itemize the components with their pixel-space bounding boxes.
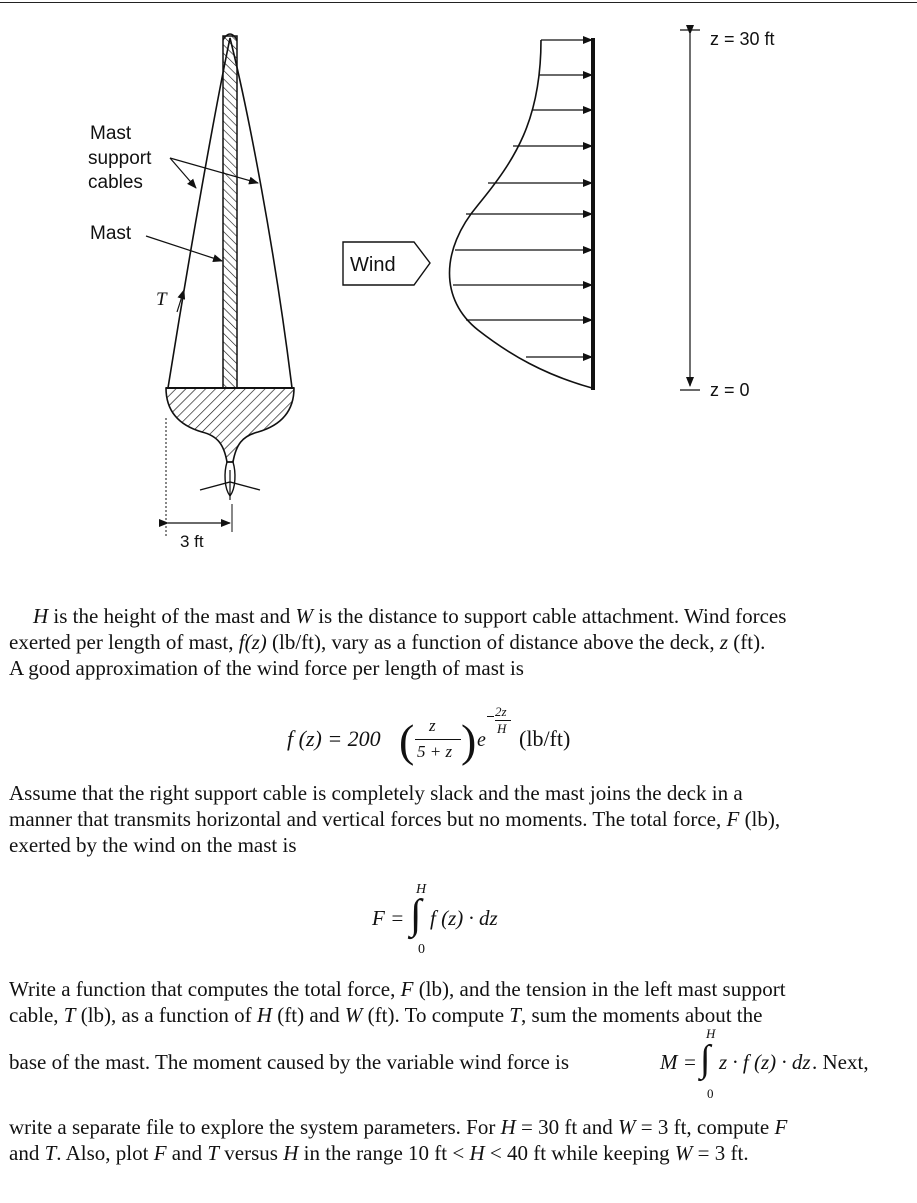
label-3ft: 3 ft	[180, 532, 204, 551]
label-wind: Wind	[350, 254, 396, 276]
equation-total-force: F = H ∫ 0 f (z) · dz	[372, 882, 498, 957]
paragraph-function: Write a function that computes the total force, F (lb), and the tension in the left mast support cable, T (lb), as a function of H (ft) and W (ft). To compute T, sum the moments about the	[9, 977, 786, 1027]
hull	[166, 388, 294, 462]
paragraph-assume: Assume that the right support cable is completely slack and the mast joins the deck in a manner that transmits horizontal and vertical forces but no moments. The total force, F (lb), exerted by the wind on the mast is	[9, 781, 781, 857]
label-z-bottom: z = 0	[710, 380, 750, 400]
equation-wind-force: f (z) = 200 ( z 5 + z ) e 2z H (lb/ft)	[287, 704, 571, 766]
label-mast: Mast	[90, 223, 132, 244]
mast	[223, 36, 237, 388]
label-tension-T: T	[156, 289, 167, 310]
label-mast-support-1: Mast	[90, 123, 132, 144]
paragraph-explore: write a separate file to explore the system parameters. For H = 30 ft and W = 3 ft, compute F and T. Also, plot F and T versus H in the range 10 ft < H < 40 ft while keeping W = 3 ft.	[9, 1115, 788, 1165]
label-mast-support-2: support	[88, 148, 152, 169]
moment-line: base of the mast. The moment caused by the variable wind force is M = H ∫ 0 z · f (z) · dz . Next,	[9, 1026, 869, 1101]
label-mast-support-3: cables	[88, 172, 143, 193]
mast-wind-figure	[0, 0, 917, 570]
label-z-top: z = 30 ft	[710, 29, 775, 49]
paragraph-intro: H is the height of the mast and W is the distance to support cable attachment. Wind forces exerted per length of mast, f(z) (lb/ft), vary as a function of distance above the deck, z (ft). A good approximation of the wind force per length of mast is	[9, 604, 787, 680]
